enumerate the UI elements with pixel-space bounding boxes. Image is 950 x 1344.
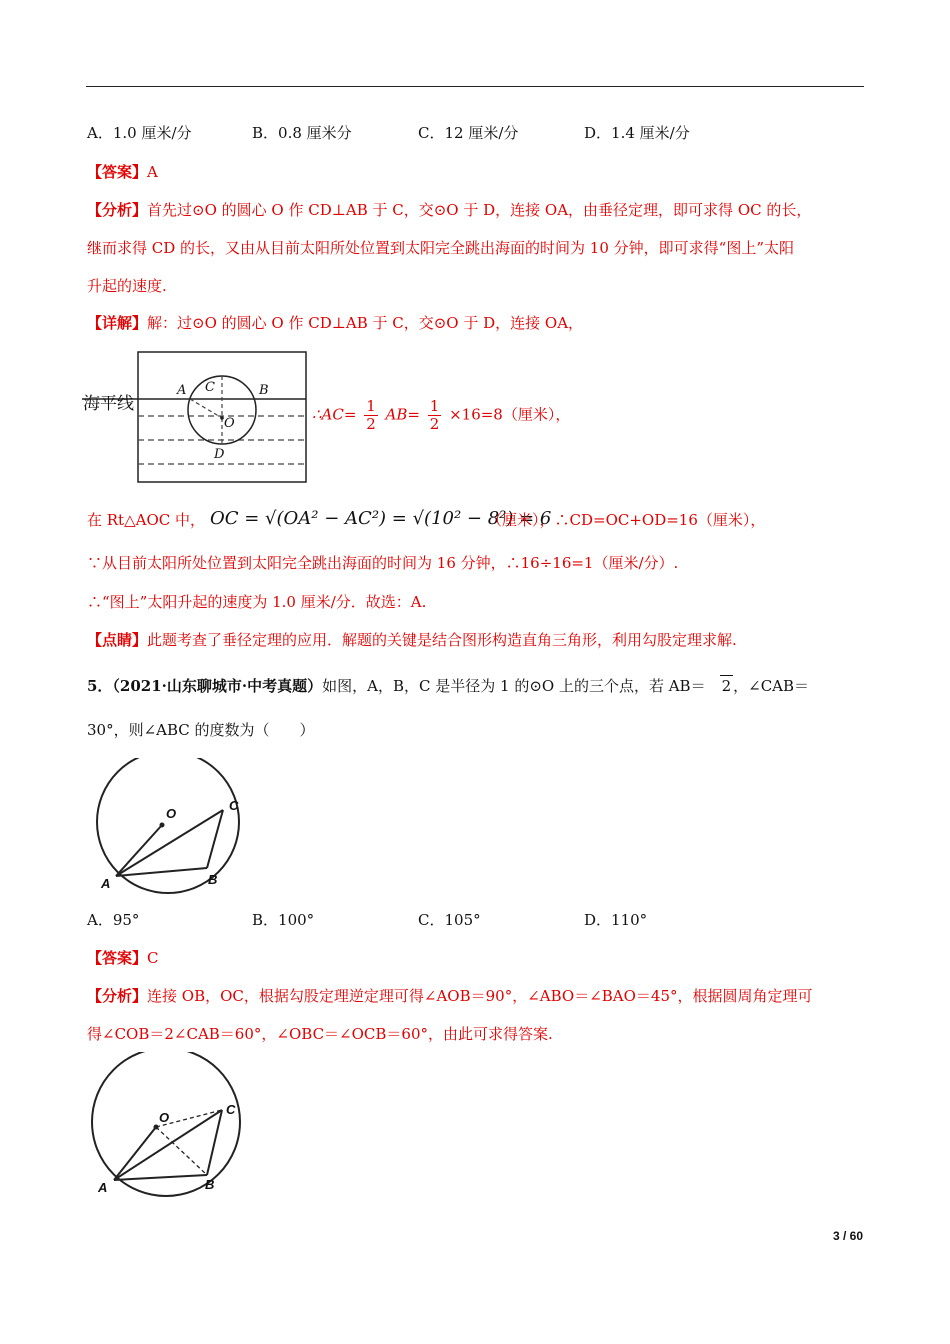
q5-option-b: B．100°: [252, 911, 315, 929]
fig-label-d: D: [214, 447, 225, 462]
q4-answer-value: A: [147, 163, 158, 181]
q4-detail-label: 【详解】: [87, 314, 148, 332]
q4-answer: [87, 162, 158, 182]
q4-sun-figure: [82, 350, 312, 486]
sqrt-two: [720, 675, 734, 696]
q5-stem-line-2: 30°，则∠ABC 的度数为（ ）: [87, 721, 315, 739]
q5-sol-label-c: C: [226, 1102, 236, 1117]
q4-option-a: A．1.0 厘米/分: [87, 124, 192, 142]
oc-formula: OC = √(OA² − AC²) = √(10² − 8²) = 6: [210, 508, 552, 529]
fig-label-b: B: [259, 383, 269, 398]
q5-fig-label-a: A: [101, 876, 111, 891]
q4-comment: [87, 630, 737, 650]
q4-calc-ac: [312, 398, 570, 433]
q5-answer: [87, 948, 159, 968]
calc-ac-prefix: ∴AC=: [312, 405, 357, 424]
q4-answer-label: 【答案】: [87, 163, 148, 181]
q5-analysis-line-2: 得∠COB＝2∠CAB＝60°，∠OBC＝∠OCB＝60°，由此可求得答案.: [87, 1025, 553, 1043]
q4-comment-text: 此题考查了垂径定理的应用．解题的关键是结合图形构造直角三角形，利用勾股定理求解.: [147, 631, 737, 649]
frac-num-1: 1: [366, 397, 376, 415]
q4-because-line: ∵从目前太阳所处位置到太阳完全跳出海面的时间为 16 分钟，∴16÷16=1（厘米/分）.: [87, 554, 679, 572]
fig-label-c: C: [205, 380, 215, 395]
q4-analysis-line-2: 继而求得 CD 的长，又由从目前太阳所处位置到太阳完全跳出海面的时间为 10 分钟，即可求得“图上”太阳: [87, 239, 795, 257]
q5-option-c: C．105°: [418, 911, 481, 929]
q5-sol-label-o: O: [159, 1110, 170, 1125]
q5-solution-figure: [86, 1052, 246, 1200]
calc-oc-prefix: 在 Rt△AOC 中，: [87, 511, 206, 529]
fig-label-o: O: [224, 416, 235, 431]
q4-option-d: D．1.4 厘米/分: [584, 124, 690, 142]
q4-calc-oc: [87, 510, 205, 530]
calc-ab-mid: AB=: [385, 405, 420, 424]
q4-analysis-line-1: [87, 200, 811, 220]
q5-analysis-line-1: [87, 986, 813, 1006]
fig-label-a: A: [177, 383, 187, 398]
page-number: 3 / 60: [832, 1229, 863, 1243]
q4-analysis-line-3: 升起的速度.: [87, 277, 167, 295]
frac-den-1: 2: [366, 415, 376, 433]
q5-circle-figure: [88, 758, 248, 894]
q5-fig-label-b: B: [208, 872, 218, 887]
q5-fig-label-c: C: [229, 798, 239, 813]
q4-comment-label: 【点睛】: [87, 631, 148, 649]
q5-number-source: 5．（2021·山东聊城市·中考真题）: [87, 677, 323, 695]
q4-option-b: B．0.8 厘米分: [252, 124, 352, 142]
q4-analysis-label: 【分析】: [87, 201, 148, 219]
q5-fig-label-o: O: [166, 806, 177, 821]
q5-option-d: D．110°: [584, 911, 648, 929]
q4-detail-text: 解：过⊙O 的圆心 O 作 CD⊥AB 于 C，交⊙O 于 D，连接 OA，: [147, 314, 584, 332]
q5-analysis-text-1: 连接 OB，OC，根据勾股定理逆定理可得∠AOB＝90°，∠ABO＝∠BAO＝45°，根据圆周角定理可: [147, 987, 813, 1005]
sqrt-value: 2: [721, 677, 732, 695]
q4-detail: [87, 313, 583, 333]
header-rule: [86, 86, 864, 87]
q5-stem-part-1: 如图，A，B，C 是半径为 1 的⊙O 上的三个点，若 AB＝: [322, 677, 706, 695]
q4-analysis-text-1: 首先过⊙O 的圆心 O 作 CD⊥AB 于 C，交⊙O 于 D，连接 OA，由垂径定理，即可求得 OC 的长，: [147, 201, 812, 219]
calc-ac-suffix: ×16=8（厘米），: [449, 405, 571, 424]
q5-stem-part-2: ，∠CAB＝: [733, 677, 810, 695]
q4-option-c: C．12 厘米/分: [418, 124, 519, 142]
calc-oc-suffix: （厘米），∴CD=OC+OD=16（厘米），: [487, 511, 766, 529]
q5-sol-label-a: A: [98, 1180, 108, 1195]
frac-num-2: 1: [429, 397, 440, 415]
sea-level-label: 海平线: [83, 394, 134, 414]
fraction-half-1: [364, 398, 378, 433]
frac-den-2: 2: [429, 415, 440, 433]
q5-analysis-label: 【分析】: [87, 987, 148, 1005]
q5-answer-value: C: [147, 949, 159, 967]
q4-therefore-line: ∴“图上”太阳升起的速度为 1.0 厘米/分．故选：A.: [87, 593, 427, 611]
q5-option-a: A．95°: [87, 911, 140, 929]
q5-stem-line-1: [87, 675, 809, 696]
fraction-half-2: [428, 398, 442, 433]
q5-sol-label-b: B: [205, 1177, 215, 1192]
q5-answer-label: 【答案】: [87, 949, 148, 967]
